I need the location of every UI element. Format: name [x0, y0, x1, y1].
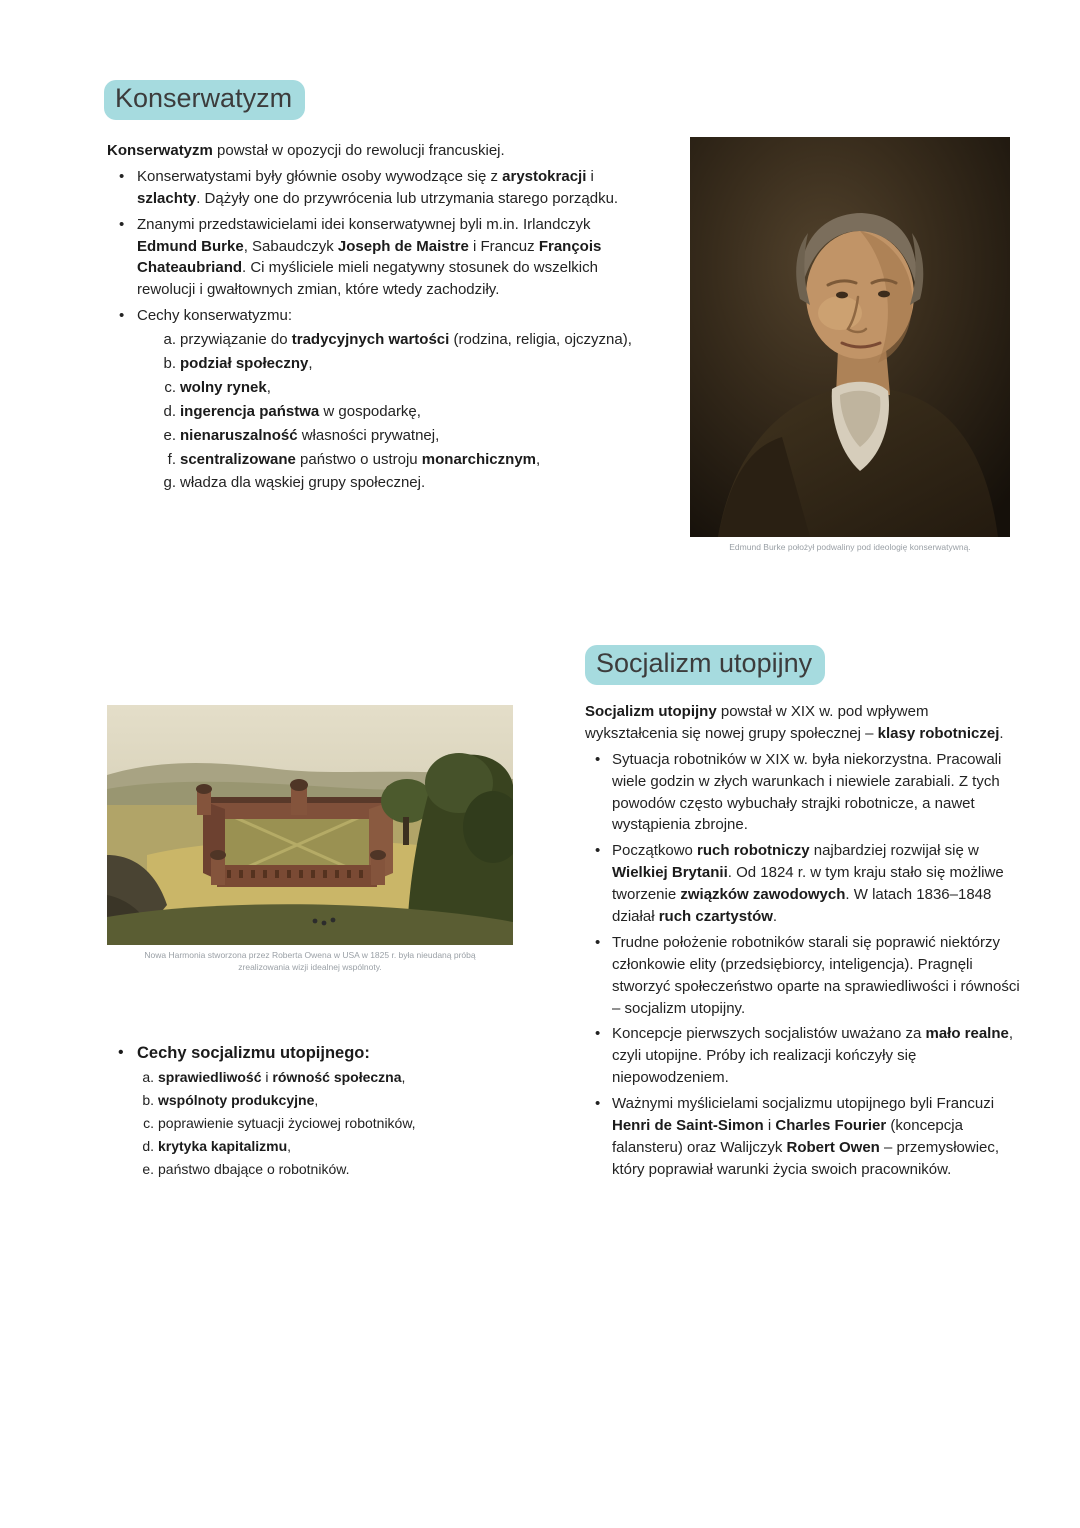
conservatism-bullet: [107, 305, 644, 494]
conservatism-feature: podział społeczny,: [180, 355, 313, 373]
socialism-feature: poprawienie sytuacji życiowej robotników,: [158, 1115, 416, 1132]
new-harmony-caption: Nowa Harmonia stworzona przez Roberta Owena w USA w 1825 r. była nieudaną próbą zrealizowania wizji idealnej wspólnoty.: [144, 950, 476, 972]
socialism-features-title: • Cechy socjalizmu utopijnego:: [107, 1042, 567, 1065]
portrait-caption: Edmund Burke położył podwaliny pod ideologię konserwatywną.: [729, 542, 971, 552]
socialism-intro: Socjalizm utopijny powstał w XIX w. pod wpływem wykształcenia się nowej grupy społecznej – klasy robotniczej.: [585, 703, 1004, 742]
socialism-bullet: • Ważnymi myślicielami socjalizmu utopijnego byli Francuzi Henri de Saint-Simon i Charles Fourier (koncepcja falansteru) oraz Walijczyk Robert Owen – przemysłowiec, który poprawiał warunki życia swoich pracowników.: [585, 1093, 1023, 1181]
socialism-bullet: • Trudne położenie robotników starali się poprawić niektórzy członkowie elity (przedsiębiorcy, inteligencja). Pragnęli stworzyć społeczeństwo oparte na sprawiedliwości i równości – socjalizm utopijny.: [585, 932, 1023, 1020]
socialism-feature: państwo dbające o robotników.: [158, 1161, 350, 1178]
new-harmony-painting-image: [107, 705, 513, 945]
edmund-burke-portrait-figure: [690, 137, 1010, 554]
conservatism-feature: władza dla wąskiej grupy społecznej.: [180, 474, 426, 492]
edmund-burke-portrait-image: [690, 137, 1010, 537]
conservatism-intro: Konserwatyzm powstał w opozycji do rewolucji francuskiej.: [107, 142, 505, 159]
socialism-feature: sprawiedliwość i równość społeczna,: [158, 1069, 406, 1086]
new-harmony-figure: [107, 705, 513, 974]
socialism-heading: Socjalizm utopijny: [585, 645, 825, 685]
conservatism-feature: ingerencja państwa w gospodarkę,: [180, 402, 421, 420]
conservatism-feature: przywiązanie do tradycyjnych wartości (rodzina, religia, ojczyzna),: [180, 331, 632, 349]
socialism-text-column: [585, 701, 1023, 1181]
conservatism-feature: wolny rynek,: [180, 378, 271, 396]
socialism-feature: krytyka kapitalizmu,: [158, 1138, 292, 1155]
conservatism-feature: scentralizowane państwo o ustroju monarchicznym,: [180, 450, 541, 468]
socialism-bullet: • Początkowo ruch robotniczy najbardziej rozwijał się w Wielkiej Brytanii. Od 1824 r. w tym kraju stało się możliwe tworzenie związków zawodowych. W latach 1836–1848 działał ruch czartystów.: [585, 840, 1023, 928]
conservatism-bullet: • Konserwatystami były głównie osoby wywodzące się z arystokracji i szlachty. Dążyły one do przywrócenia lub utrzymania starego porządku.: [107, 166, 644, 210]
conservatism-bullet: • Znanymi przedstawicielami idei konserwatywnej byli m.in. Irlandczyk Edmund Burke, Sabaudczyk Joseph de Maistre i Francuz François Chateaubriand. Ci myśliciele mieli negatywny stosunek do wszelkich rewolucji i gwałtownych zmian, które wtedy zachodziły.: [107, 214, 644, 302]
socialism-bullet: • Sytuacja robotników w XIX w. była niekorzystna. Pracowali wiele godzin w złych warunkach i niewiele zarabiali. Z tych powodów często wybuchały strajki robotnicze, a nawet wystąpienia zbrojne.: [585, 749, 1023, 837]
conservatism-feature: nienaruszalność własności prywatnej,: [180, 426, 440, 444]
conservatism-features-label: Cechy konserwatyzmu:: [137, 307, 293, 325]
socialism-bullet: • Koncepcje pierwszych socjalistów uważano za mało realne, czyli utopijne. Próby ich realizacji kończyły się niepowodzeniem.: [585, 1023, 1023, 1089]
socialism-features-block: [107, 1042, 567, 1180]
conservatism-text-column: [107, 140, 644, 494]
socialism-feature: wspólnoty produkcyjne,: [158, 1092, 319, 1109]
conservatism-heading: Konserwatyzm: [104, 80, 305, 120]
